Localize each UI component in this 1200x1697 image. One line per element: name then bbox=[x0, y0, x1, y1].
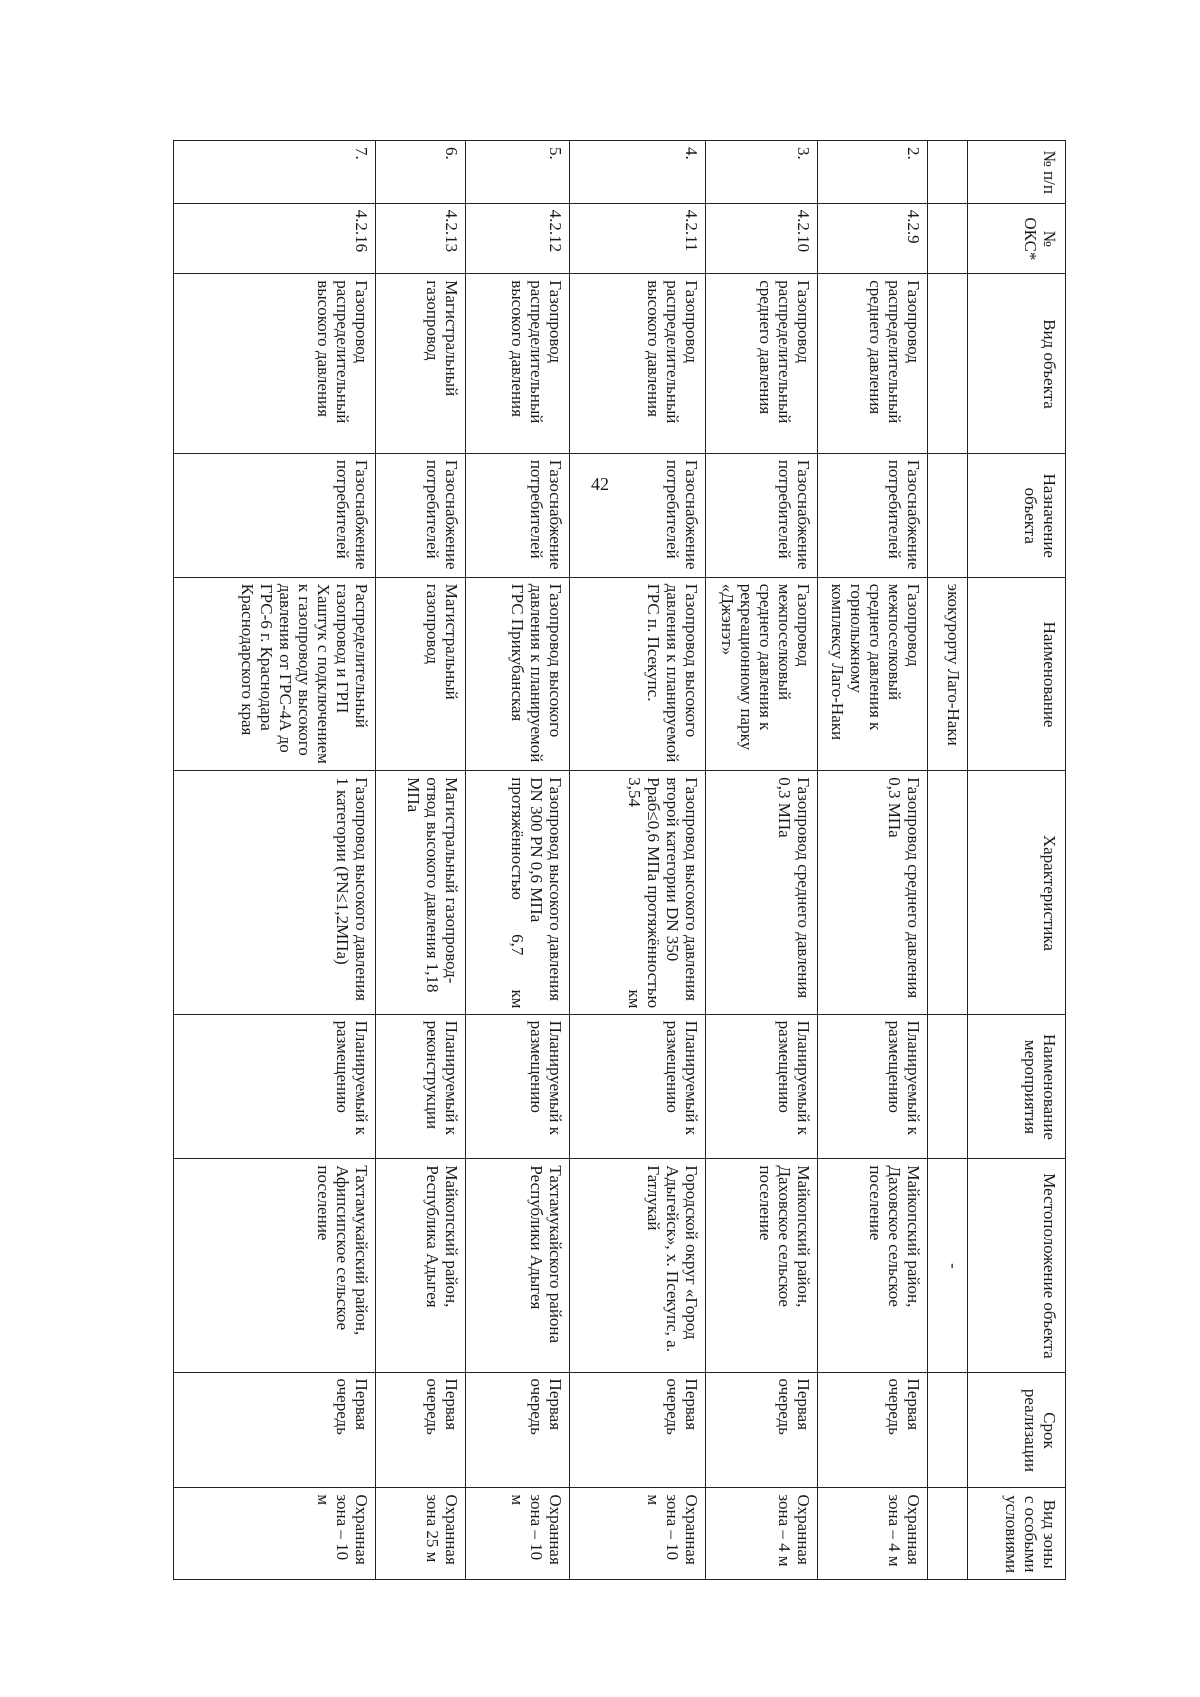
header-location: Местоположение объекта bbox=[968, 1159, 1066, 1372]
cell-zone: Охранная зона – 10 м bbox=[570, 1488, 706, 1580]
cell-characteristic: Магистральный газопровод-отвод высокого давления 1,18 МПа bbox=[376, 771, 466, 1014]
cell-name: экокурорту Лаго-Наки bbox=[928, 577, 968, 770]
cell-term: Первая очередь bbox=[570, 1372, 706, 1488]
cell-characteristic: Газопровод среднего давления 0,3 МПа bbox=[818, 771, 928, 1014]
cell-type: Газопровод распределительный высокого давления bbox=[570, 274, 706, 454]
cell-type: Магистральный газопровод bbox=[376, 274, 466, 454]
cell-num: 6. bbox=[376, 141, 466, 204]
header-term: Срок реализации bbox=[968, 1372, 1066, 1488]
table-header-row bbox=[968, 141, 1066, 1580]
gas-pipeline-table bbox=[173, 140, 1066, 1580]
header-type: Вид объекта bbox=[968, 274, 1066, 454]
cell-term: Первая очередь bbox=[376, 1372, 466, 1488]
cell-type: Газопровод распределительный высокого давления bbox=[174, 274, 376, 454]
header-event: Наименование мероприятия bbox=[968, 1014, 1066, 1159]
cell-oks: 4.2.11 bbox=[570, 203, 706, 274]
cell-type: Газопровод распределительный среднего давления bbox=[818, 274, 928, 454]
header-zone: Вид зоны с особыми условиями bbox=[968, 1488, 1066, 1580]
cell-zone: Охранная зона – 4 м bbox=[818, 1488, 928, 1580]
page-number: 42 bbox=[591, 474, 609, 494]
cell-name: Газопровод межпоселковый среднего давления к горнолыжному комплексу Лаго-Наки bbox=[818, 577, 928, 770]
cell-characteristic: Газопровод среднего давления 0,3 МПа bbox=[706, 771, 818, 1014]
cell-oks: 4.2.13 bbox=[376, 203, 466, 274]
cell-location: Майкопский район, Даховское сельское поселение bbox=[706, 1159, 818, 1372]
cell-zone: Охранная зона – 10 м bbox=[466, 1488, 570, 1580]
table-row bbox=[706, 141, 818, 1580]
cell-name: Газопровод межпоселковый среднего давления к рекреационному парку «Джэнэт» bbox=[706, 577, 818, 770]
cell-event: Планируемый к реконструкции bbox=[376, 1014, 466, 1159]
cell-term: Первая очередь bbox=[174, 1372, 376, 1488]
cell-characteristic: Газопровод высокого давления второй категории DN 350 Рраб≤0,6 МПа протяжённостью 3,54 км bbox=[570, 771, 706, 1014]
cell-oks: 4.2.12 bbox=[466, 203, 570, 274]
table-row bbox=[466, 141, 570, 1580]
table-row bbox=[376, 141, 466, 1580]
cell-location: Тахтамукайский район, Афипсипское сельское поселение bbox=[174, 1159, 376, 1372]
cell-zone: Охранная зона – 4 м bbox=[706, 1488, 818, 1580]
cell-location: Тахтамукайского района Республики Адыгея bbox=[466, 1159, 570, 1372]
cell-type: Газопровод распределительный среднего давления bbox=[706, 274, 818, 454]
cell-purpose: Газоснабжение потребителей bbox=[174, 453, 376, 577]
cell-event: Планируемый к размещению bbox=[570, 1014, 706, 1159]
cell-term: Первая очередь bbox=[466, 1372, 570, 1488]
cell-name: Газопровод высокого давления к планируемой ГРС Прикубанская bbox=[466, 577, 570, 770]
rotated-table-container bbox=[174, 140, 1066, 1580]
cell-location: Городской округ «Город Адыгейск», х. Псекупс, а. Гатлукай bbox=[570, 1159, 706, 1372]
header-name: Наименование bbox=[968, 577, 1066, 770]
cell-oks: 4.2.16 bbox=[174, 203, 376, 274]
cell-num: 5. bbox=[466, 141, 570, 204]
cell-purpose: Газоснабжение потребителей bbox=[570, 453, 706, 577]
cell-term: Первая очередь bbox=[706, 1372, 818, 1488]
cell-num: 3. bbox=[706, 141, 818, 204]
cell-location: Майкопский район, Даховское сельское поселение bbox=[818, 1159, 928, 1372]
cell-num: 7. bbox=[174, 141, 376, 204]
cell-name: Магистральный газопровод bbox=[376, 577, 466, 770]
header-num: № п/п bbox=[968, 141, 1066, 204]
table-row-continuation bbox=[928, 141, 968, 1580]
table-row bbox=[174, 141, 376, 1580]
cell-event: Планируемый к размещению bbox=[466, 1014, 570, 1159]
cell-name: Газопровод высокого давления к планируемой ГРС п. Псекупс. bbox=[570, 577, 706, 770]
cell-purpose: Газоснабжение потребителей bbox=[706, 453, 818, 577]
cell-term: Первая очередь bbox=[818, 1372, 928, 1488]
header-characteristic: Характеристика bbox=[968, 771, 1066, 1014]
table-row bbox=[570, 141, 706, 1580]
cell-characteristic: Газопровод высокого давления DN 300 PN 0,6 МПа протяжённостью 6,7 км bbox=[466, 771, 570, 1014]
cell-purpose: Газоснабжение потребителей bbox=[466, 453, 570, 577]
cell-num: 4. bbox=[570, 141, 706, 204]
cell-zone: Охранная зона – 10 м bbox=[174, 1488, 376, 1580]
cell-purpose: Газоснабжение потребителей bbox=[818, 453, 928, 577]
cell-event: Планируемый к размещению bbox=[818, 1014, 928, 1159]
cell-name: Распределительный газопровод и ГРП Хаштук с подключением к газопроводу высокого давления от ГРС-4А до ГРС-6 г. Краснодара Краснодарского края bbox=[174, 577, 376, 770]
header-purpose: Назначение объекта bbox=[968, 453, 1066, 577]
cell-purpose: Газоснабжение потребителей bbox=[376, 453, 466, 577]
table-row bbox=[818, 141, 928, 1580]
header-oks: № ОКС* bbox=[968, 203, 1066, 274]
cell-zone: Охранная зона 25 м bbox=[376, 1488, 466, 1580]
cell-num: 2. bbox=[818, 141, 928, 204]
cell-oks: 4.2.10 bbox=[706, 203, 818, 274]
cell-type: Газопровод распределительный высокого давления bbox=[466, 274, 570, 454]
cell-characteristic: Газопровод высокого давления 1 категории (PN≤1,2МПа) bbox=[174, 771, 376, 1014]
cell-oks: 4.2.9 bbox=[818, 203, 928, 274]
cell-event: Планируемый к размещению bbox=[706, 1014, 818, 1159]
cell-location: Майкопский район, Республика Адыгея bbox=[376, 1159, 466, 1372]
cell-location: - bbox=[928, 1159, 968, 1372]
cell-event: Планируемый к размещению bbox=[174, 1014, 376, 1159]
